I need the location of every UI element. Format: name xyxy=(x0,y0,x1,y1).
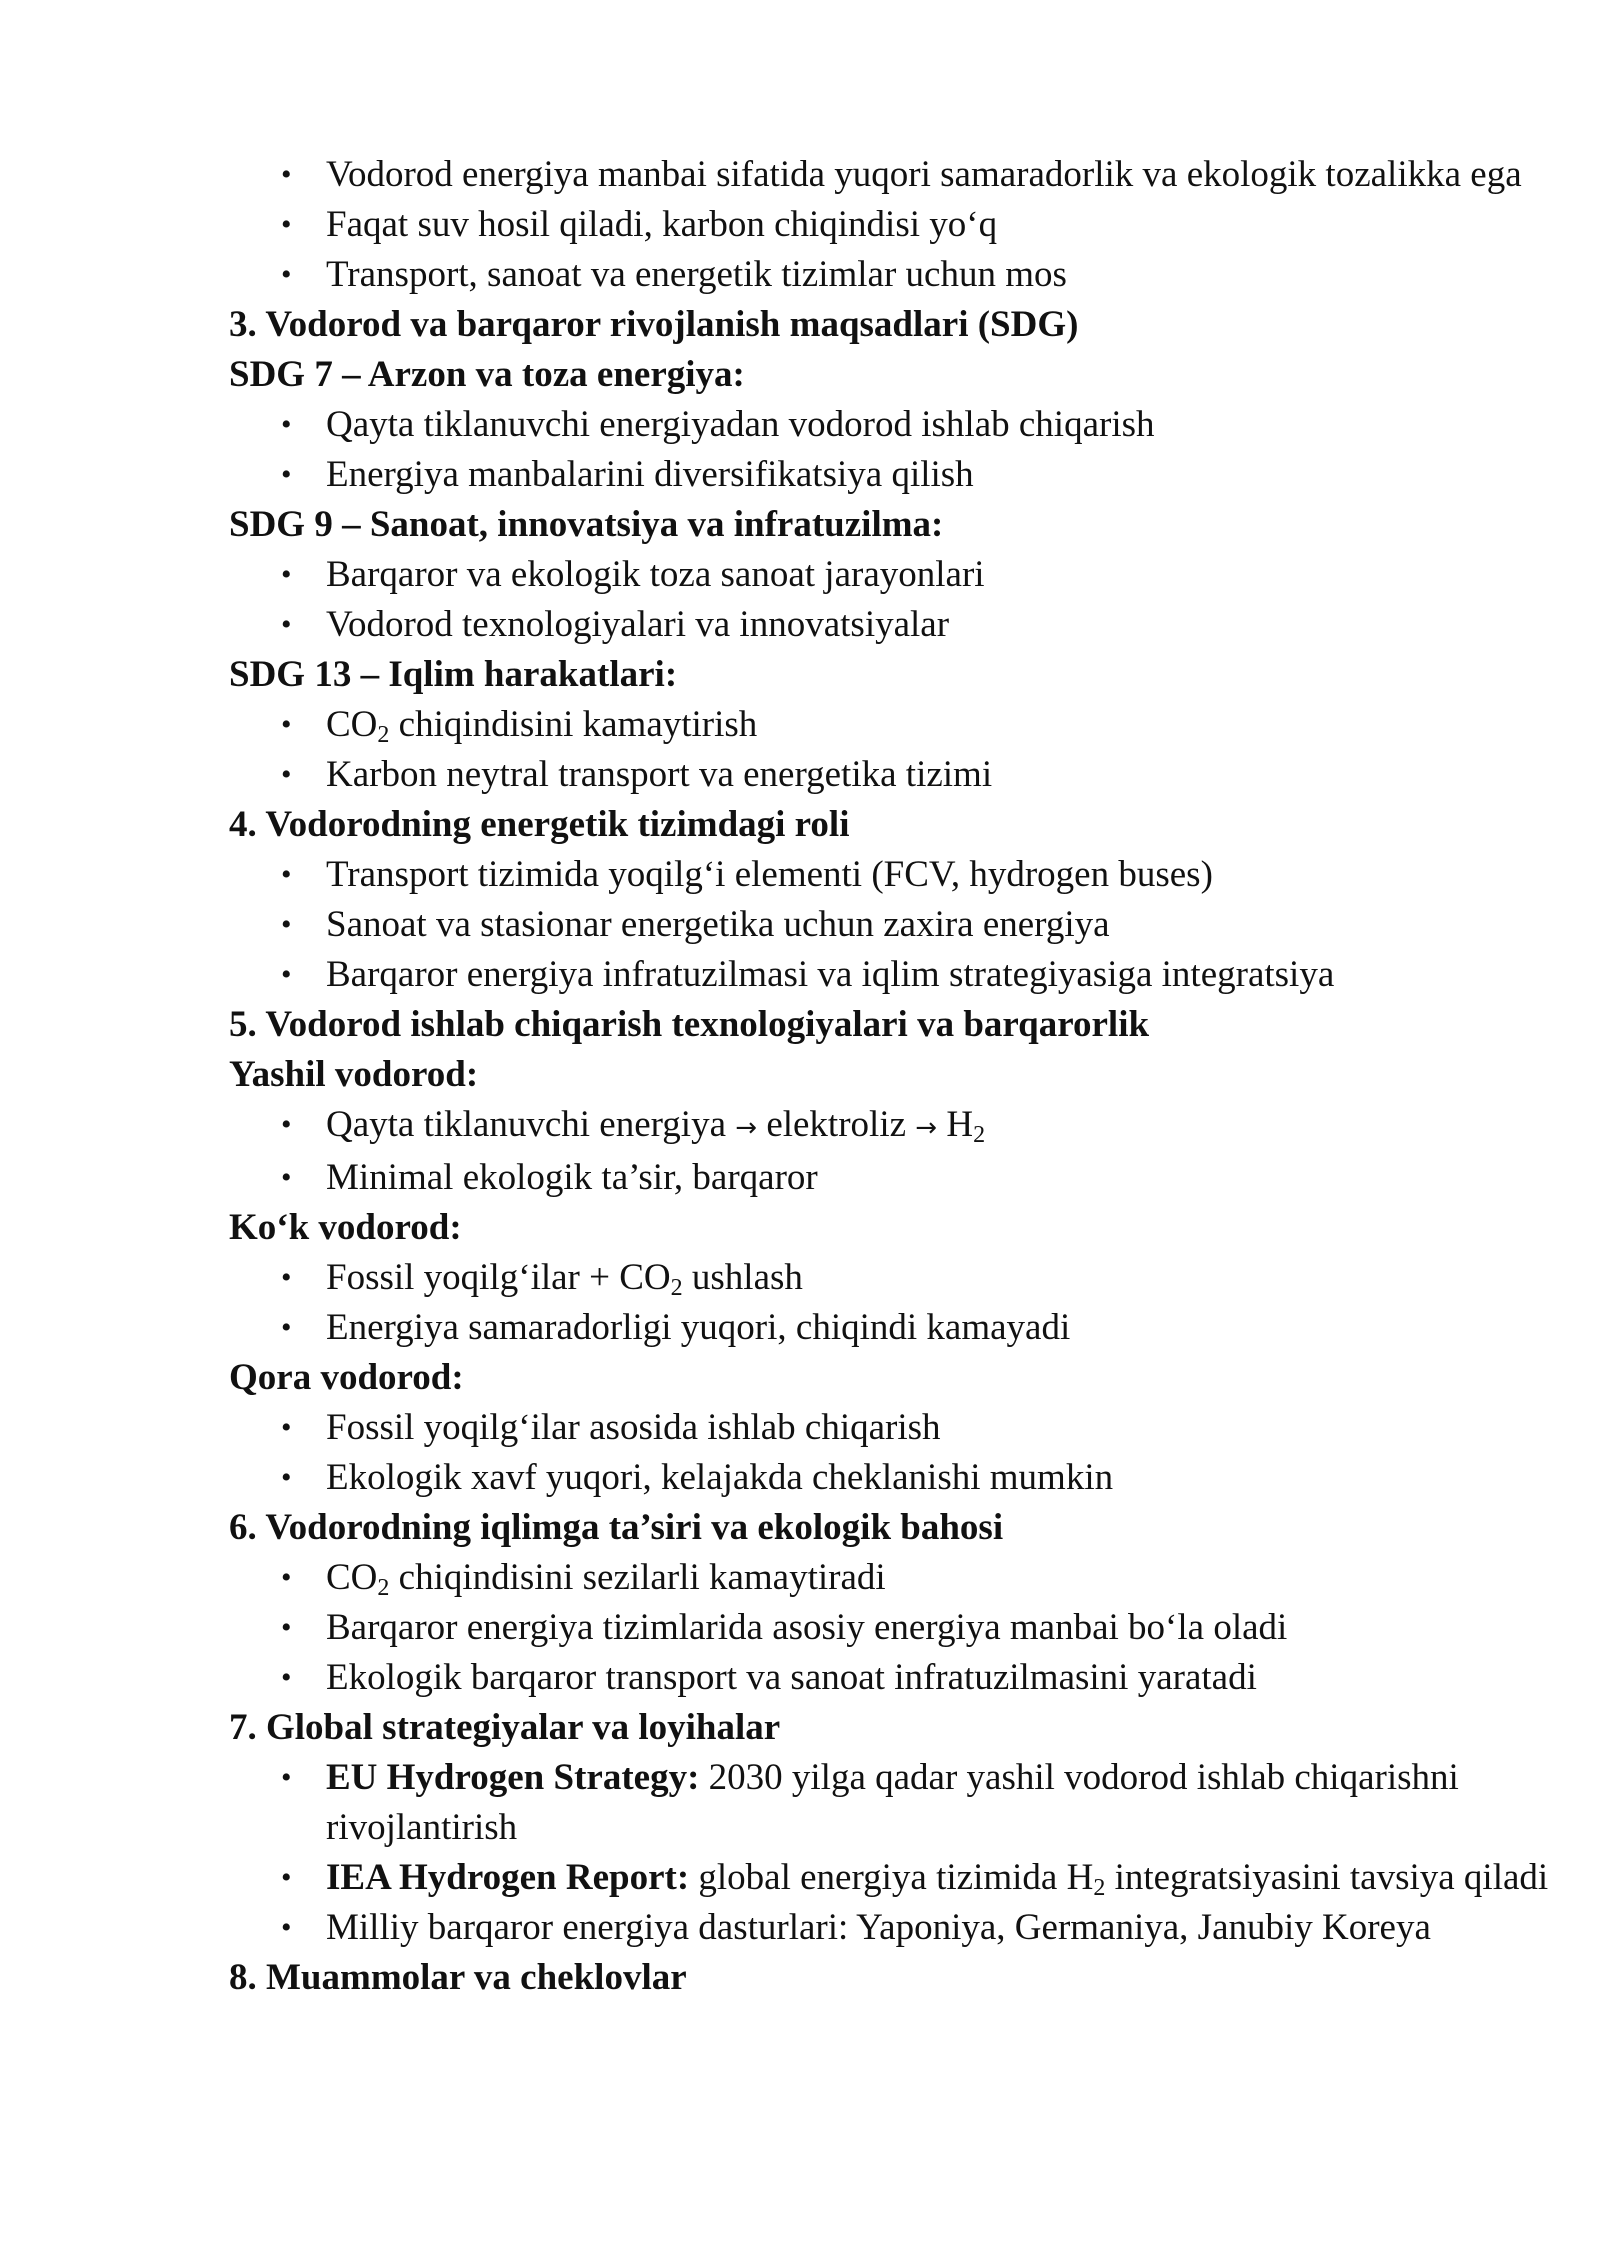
list-item-text: Fossil yoqilg‘ilar asosida ishlab chiqarish xyxy=(326,1407,941,1448)
list-item xyxy=(229,1100,1529,1153)
text-run: elektroliz xyxy=(757,1104,916,1145)
document-body xyxy=(229,150,1549,2003)
list-item xyxy=(229,1753,1529,1853)
bullet-glyph: • xyxy=(281,1461,292,1494)
subheading-sdg13: SDG 13 – Iqlim harakatlari: xyxy=(229,654,678,695)
arrow-right-icon: → xyxy=(915,1113,938,1143)
bullet-glyph: • xyxy=(281,1661,292,1694)
list-item-text xyxy=(326,1553,1526,1603)
list-item xyxy=(229,400,1529,450)
bullet-glyph: • xyxy=(281,208,292,241)
list-item-text: Milliy barqaror energiya dasturlari: Yaponiya, Germaniya, Janubiy Koreya xyxy=(326,1907,1431,1948)
bullet-glyph: • xyxy=(281,1561,292,1594)
list-item xyxy=(229,700,1529,750)
list-item xyxy=(229,1253,1529,1303)
list-item-text: Sanoat va stasionar energetika uchun zaxira energiya xyxy=(326,904,1110,945)
list-item-text: Karbon neytral transport va energetika tizimi xyxy=(326,754,993,795)
section-heading-6: 6. Vodorodning iqlimga ta’siri va ekologik bahosi xyxy=(229,1507,1004,1548)
list-item xyxy=(229,1553,1529,1603)
bullet-glyph: • xyxy=(281,1161,292,1194)
bullet-glyph: • xyxy=(281,1108,292,1141)
text-run: ushlash xyxy=(682,1257,803,1298)
subscript: 2 xyxy=(973,1122,986,1148)
list-item-text: Barqaror va ekologik toza sanoat jarayonlari xyxy=(326,554,985,595)
list-item xyxy=(229,1603,1529,1653)
text-run: H xyxy=(937,1104,974,1145)
subheading-yashil: Yashil vodorod: xyxy=(229,1054,479,1095)
list-item xyxy=(229,450,1529,500)
list-item xyxy=(229,750,1529,800)
subheading-sdg9: SDG 9 – Sanoat, innovatsiya va infratuzilma: xyxy=(229,504,944,545)
list-item xyxy=(229,150,1529,200)
bullet-glyph: • xyxy=(281,858,292,891)
bold-term: EU Hydrogen Strategy: xyxy=(326,1757,700,1798)
list-item xyxy=(229,1403,1529,1453)
list-item xyxy=(229,1303,1529,1353)
bullet-glyph: • xyxy=(281,1861,292,1894)
text-run: global energiya tizimida H xyxy=(689,1857,1094,1898)
bullet-glyph: • xyxy=(281,458,292,491)
list-item xyxy=(229,600,1529,650)
bullet-glyph: • xyxy=(281,1611,292,1644)
subheading-kok: Ko‘k vodorod: xyxy=(229,1207,462,1248)
list-item xyxy=(229,850,1529,900)
list-item xyxy=(229,1453,1529,1503)
list-item xyxy=(229,250,1529,300)
bullet-glyph: • xyxy=(281,1911,292,1944)
list-item-text: Faqat suv hosil qiladi, karbon chiqindisi yo‘q xyxy=(326,204,998,245)
section-heading-5: 5. Vodorod ishlab chiqarish texnologiyalari va barqarorlik xyxy=(229,1004,1150,1045)
bold-term: IEA Hydrogen Report: xyxy=(326,1857,690,1898)
bullet-glyph: • xyxy=(281,258,292,291)
arrow-right-icon: → xyxy=(735,1113,758,1143)
bullet-glyph: • xyxy=(281,1761,292,1794)
list-item-text: Ekologik barqaror transport va sanoat infratuzilmasini yaratadi xyxy=(326,1657,1257,1698)
bullet-glyph: • xyxy=(281,958,292,991)
bullet-glyph: • xyxy=(281,708,292,741)
text-run: 2030 yilga qadar yashil vodorod ishlab chiqarishni rivojlantirish xyxy=(326,1757,1459,1848)
bullet-glyph: • xyxy=(281,408,292,441)
bullet-glyph: • xyxy=(281,608,292,641)
list-item-text: Transport tizimida yoqilg‘i elementi (FCV, hydrogen buses) xyxy=(326,854,1213,895)
section-heading-8: 8. Muammolar va cheklovlar xyxy=(229,1957,687,1998)
subscript: 2 xyxy=(670,1275,683,1301)
list-item-text: Vodorod energiya manbai sifatida yuqori samaradorlik va ekologik tozalikka ega xyxy=(326,154,1522,195)
list-item-text: Barqaror energiya tizimlarida asosiy energiya manbai bo‘la oladi xyxy=(326,1607,1288,1648)
list-item-text: Vodorod texnologiyalari va innovatsiyalar xyxy=(326,604,950,645)
list-item xyxy=(229,950,1529,1000)
subscript: 2 xyxy=(377,722,390,748)
list-item-text: Energiya samaradorligi yuqori, chiqindi kamayadi xyxy=(326,1307,1071,1348)
text-run: Qayta tiklanuvchi energiya xyxy=(326,1104,736,1145)
list-item-text: Ekologik xavf yuqori, kelajakda cheklanishi mumkin xyxy=(326,1457,1114,1498)
subscript: 2 xyxy=(1093,1875,1106,1901)
text-run: chiqindisini kamaytirish xyxy=(389,704,758,745)
list-item-text xyxy=(326,1100,1526,1153)
text-run: CO xyxy=(326,1557,378,1598)
list-item xyxy=(229,550,1529,600)
subscript: 2 xyxy=(377,1575,390,1601)
text-run: CO xyxy=(326,704,378,745)
section-heading-3: 3. Vodorod va barqaror rivojlanish maqsadlari (SDG) xyxy=(229,304,1079,345)
list-item-text: Minimal ekologik ta’sir, barqaror xyxy=(326,1157,818,1198)
list-item xyxy=(229,900,1529,950)
list-item-text xyxy=(326,1753,1596,1853)
bullet-glyph: • xyxy=(281,908,292,941)
text-run: integratsiyasini tavsiya qiladi xyxy=(1105,1857,1549,1898)
text-run: Fossil yoqilg‘ilar + CO xyxy=(326,1257,671,1298)
list-item xyxy=(229,1903,1529,1953)
bullet-glyph: • xyxy=(281,558,292,591)
list-item xyxy=(229,200,1529,250)
bullet-glyph: • xyxy=(281,158,292,191)
list-item-text: Transport, sanoat va energetik tizimlar uchun mos xyxy=(326,254,1067,295)
bullet-glyph: • xyxy=(281,758,292,791)
list-item-text: Qayta tiklanuvchi energiyadan vodorod ishlab chiqarish xyxy=(326,404,1155,445)
section-heading-4: 4. Vodorodning energetik tizimdagi roli xyxy=(229,804,850,845)
list-item-text xyxy=(326,1853,1596,1903)
subheading-sdg7: SDG 7 – Arzon va toza energiya: xyxy=(229,354,745,395)
bullet-glyph: • xyxy=(281,1261,292,1294)
section-heading-7: 7. Global strategiyalar va loyihalar xyxy=(229,1707,781,1748)
list-item xyxy=(229,1853,1549,1903)
list-item-text: Barqaror energiya infratuzilmasi va iqlim strategiyasiga integratsiya xyxy=(326,954,1335,995)
list-item-text xyxy=(326,1253,1526,1303)
list-item-text: Energiya manbalarini diversifikatsiya qilish xyxy=(326,454,974,495)
text-run: chiqindisini sezilarli kamaytiradi xyxy=(389,1557,886,1598)
bullet-glyph: • xyxy=(281,1311,292,1344)
subheading-qora: Qora vodorod: xyxy=(229,1357,464,1398)
bullet-glyph: • xyxy=(281,1411,292,1444)
list-item xyxy=(229,1653,1529,1703)
list-item xyxy=(229,1153,1529,1203)
list-item-text xyxy=(326,700,1526,750)
